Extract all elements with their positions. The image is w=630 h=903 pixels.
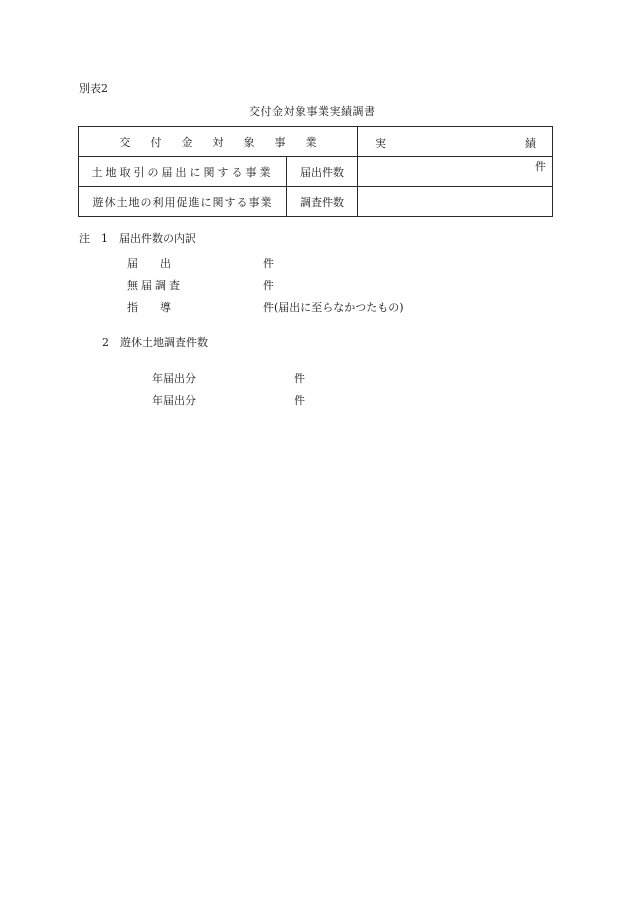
note2-item-unit: 件 [294, 372, 305, 385]
table-row [79, 187, 553, 217]
note2-item-label: 年届出分 [152, 372, 196, 385]
header-project-cell [79, 127, 358, 157]
header-results-char-1: 実 [375, 137, 386, 150]
note1-item-label: 指 導 [127, 301, 171, 314]
unit-ken: 件 [535, 160, 546, 173]
note1-item-label: 無届調査 [127, 279, 183, 292]
row-label-idle-land: 遊休土地の利用促進に関する事業 [79, 187, 287, 217]
row-count-label: 調査件数 [287, 187, 358, 217]
note1-item-unit: 件 [263, 257, 274, 270]
note2-item-label: 年届出分 [152, 394, 196, 407]
row-count-label: 届出件数 [287, 157, 358, 187]
note1-item-label: 届 出 [127, 257, 171, 270]
note1-item-unit: 件(届出に至らなかつたもの) [263, 301, 404, 314]
note2-heading: 2 遊休土地調査件数 [102, 336, 208, 349]
row-value-cell [358, 157, 553, 187]
row-label-land-transaction: 土地取引の届出に関する事業 [79, 157, 287, 187]
row-value-cell [358, 187, 553, 217]
table-row [79, 157, 553, 187]
header-results-cell [358, 127, 553, 157]
appendix-label: 別表2 [79, 82, 108, 95]
document-title: 交付金対象事業実績調書 [249, 105, 376, 118]
note1-heading: 注 1 届出件数の内訳 [79, 232, 196, 245]
table-header-row [79, 127, 553, 157]
note2-item-unit: 件 [294, 394, 305, 407]
note1-item-unit: 件 [263, 279, 274, 292]
header-project-label: 交付金対象事業 [119, 135, 337, 149]
results-table [78, 126, 553, 217]
header-results-char-2: 績 [525, 137, 536, 150]
